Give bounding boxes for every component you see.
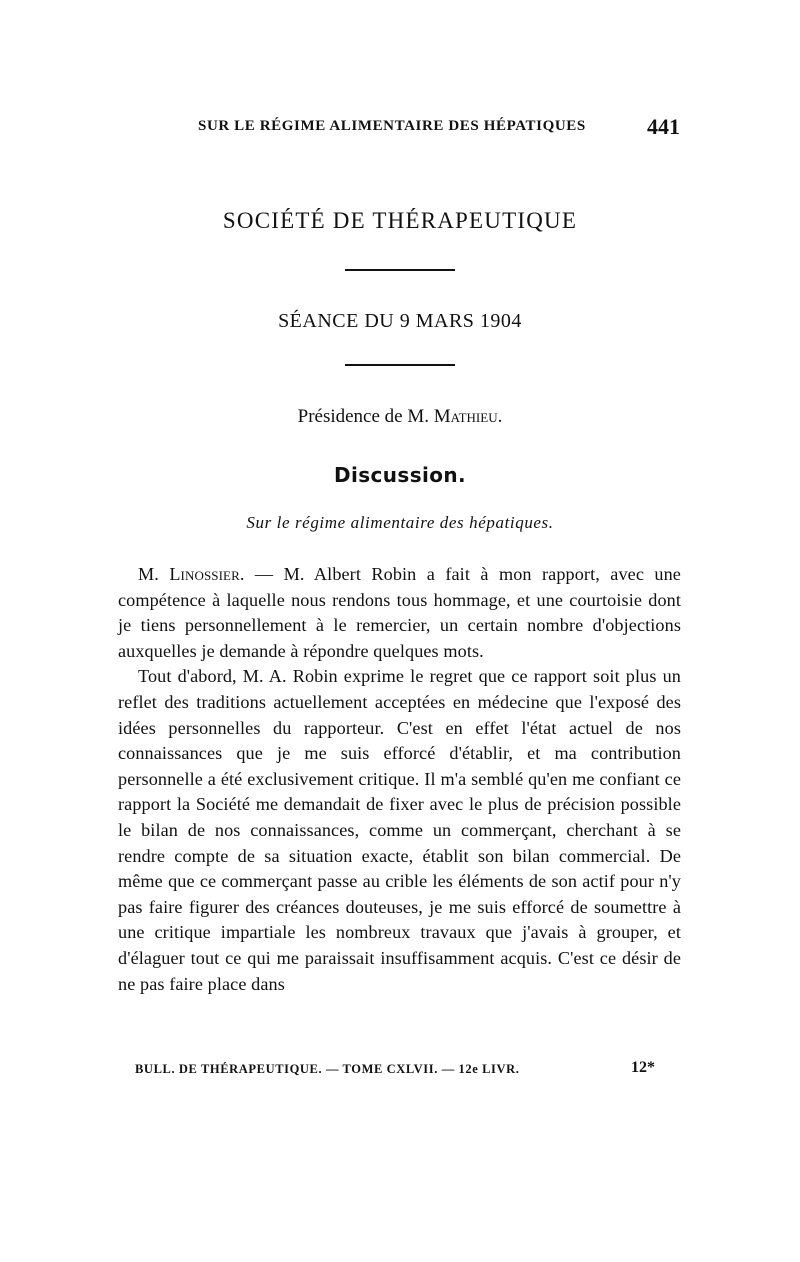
footer-text: BULL. DE THÉRAPEUTIQUE. — TOME CXLVII. — 12e LIVR. — [135, 1062, 520, 1076]
speaker-suffix: . — — [239, 564, 284, 584]
running-head — [120, 114, 680, 142]
paragraph — [118, 562, 681, 664]
divider-rule — [345, 269, 455, 271]
paragraph-text: M. Albert Robin a fait à mon rapport, avec une compétence à laquelle nous rendons tous hommage, et une courtoisie dont je tiens personnellement à le remercier, un certain nombre d'objections auxquelles je demande à répondre quelques mots. — [118, 564, 681, 661]
body-text — [118, 562, 681, 997]
presidency-line — [0, 406, 800, 428]
session-date: SÉANCE DU 9 MARS 1904 — [278, 310, 522, 332]
presidency-suffix: . — [497, 406, 503, 427]
page-number: 441 — [647, 114, 680, 139]
signature-mark: 12* — [631, 1059, 655, 1076]
speaker-name: Linossier — [169, 564, 240, 584]
running-title: SUR LE RÉGIME ALIMENTAIRE DES HÉPATIQUES — [198, 118, 586, 134]
page-footer — [135, 1059, 655, 1084]
society-title: SOCIÉTÉ DE THÉRAPEUTIQUE — [222, 208, 578, 233]
presidency-prefix: Présidence de M. — [297, 406, 434, 427]
discussion-subject: Sur le régime alimentaire des hépatiques. — [246, 513, 554, 532]
president-name: Mathieu — [433, 406, 498, 427]
speaker-prefix: M. — [138, 564, 170, 584]
divider-rule — [345, 364, 455, 366]
discussion-heading: Discussion. — [333, 463, 467, 487]
paragraph: Tout d'abord, M. A. Robin exprime le regret que ce rapport soit plus un reflet des traditions actuellement acceptées en médecine que l'exposé des idées personnelles du rapporteur. C'est en effet l'état actuel de nos connaissances que je me suis efforcé d'établir, et ma contribution personnelle a été exclusivement critique. Il m'a semblé qu'en me confiant ce rapport la Société me demandait de fixer avec le plus de précision possible le bilan de nos connaissances, comme un commerçant, cherchant à se rendre compte de sa situation exacte, établit son bilan commercial. De même que ce commerçant passe au crible les éléments de son actif pour n'y pas faire figurer des créances douteuses, je me suis efforcé de soumettre à une critique impartiale les nombreux travaux que j'avais à grouper, et d'élaguer tout ce qui me paraissait insuffisamment acquis. C'est ce désir de ne pas faire place dans — [118, 666, 681, 994]
